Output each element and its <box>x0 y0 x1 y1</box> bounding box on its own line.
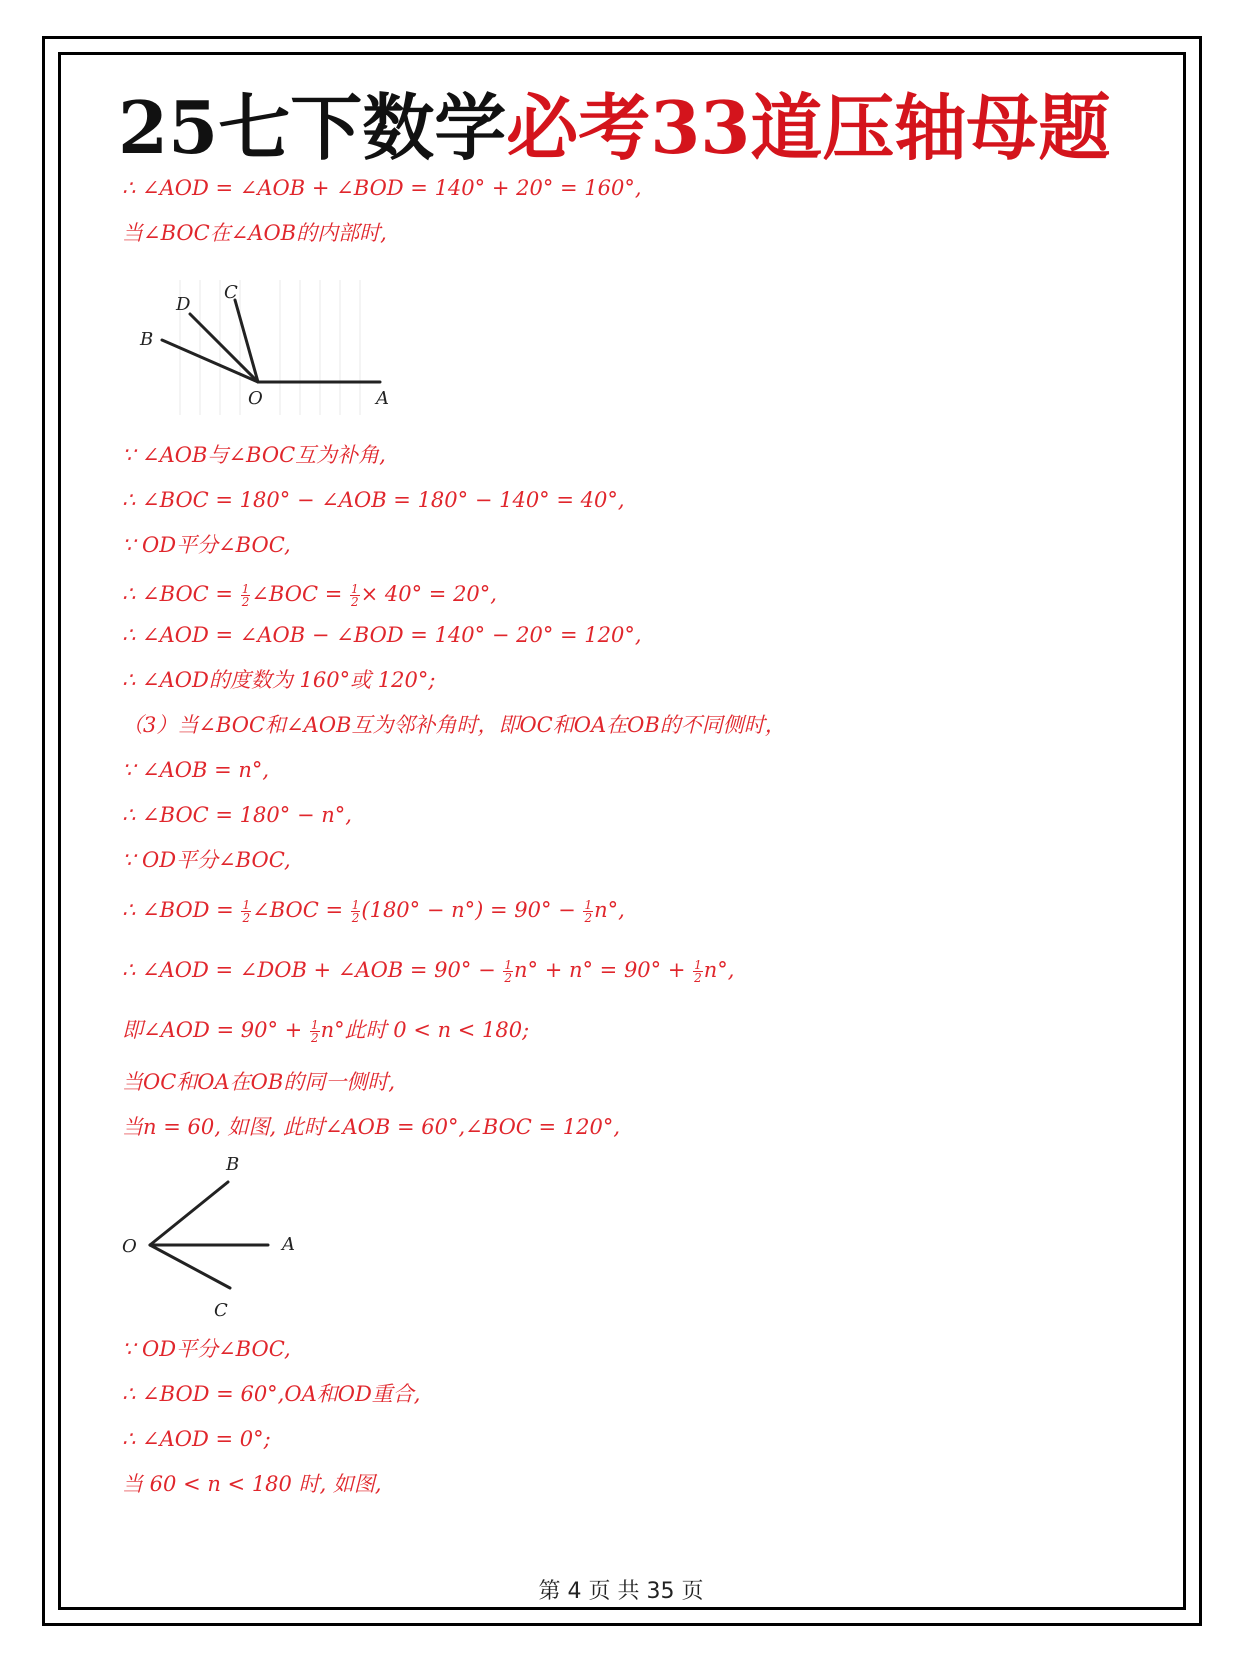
label-A: A <box>376 388 389 409</box>
solution-line: ∵ OD平分∠BOC, <box>122 1337 291 1361</box>
solution-line: ∵ ∠AOB = n°, <box>122 758 270 782</box>
solution-line: ∴ ∠AOD = ∠AOB + ∠BOD = 140° + 20° = 160°, <box>122 176 642 200</box>
label-B: B <box>226 1154 240 1175</box>
solution-line: ∵ OD平分∠BOC, <box>122 533 291 557</box>
solution-line: ∴ ∠BOC = 180° − n°, <box>122 803 352 827</box>
figure-angles-inside <box>120 270 410 420</box>
label-O: O <box>248 388 263 409</box>
solution-line: 当 60 < n < 180 时, 如图, <box>122 1472 382 1496</box>
solution-line: ∴ ∠AOD = ∠AOB − ∠BOD = 140° − 20° = 120°, <box>122 623 642 647</box>
label-A: A <box>282 1234 295 1255</box>
solution-line: ∴ ∠BOD = 60°,OA和OD重合, <box>122 1382 421 1406</box>
solution-line-fraction: ∴ ∠AOD = ∠DOB + ∠AOB = 90° − $\frac{1}{2}$ n° + n° = 90° + $\frac{1}{2}$ n°, <box>122 958 735 985</box>
solution-line: ∵ OD平分∠BOC, <box>122 848 291 872</box>
label-B: B <box>140 329 154 350</box>
solution-line: 当∠BOC在∠AOB的内部时, <box>122 221 387 245</box>
label-O: O <box>122 1236 137 1257</box>
solution-line: ∴ ∠BOC = 180° − ∠AOB = 180° − 140° = 40°, <box>122 488 625 512</box>
page-title <box>118 78 1148 178</box>
solution-line: 当OC和OA在OB的同一侧时, <box>122 1070 395 1094</box>
solution-line-fraction: 即∠AOD = 90° + $\frac{1}{2}$ n°此时 0 < n < 180; <box>122 1018 530 1045</box>
label-C: C <box>214 1300 228 1321</box>
solution-line-fraction: ∴ ∠BOD = $\frac{1}{2}$ ∠BOC = $\frac{1}{2}$ (180° − n°) = 90° − $\frac{1}{2}$ n°, <box>122 898 625 925</box>
label-D: D <box>176 294 191 315</box>
solution-line: 当n = 60, 如图, 此时∠AOB = 60°,∠BOC = 120°, <box>122 1115 621 1139</box>
figure-angles-same-side <box>118 1150 318 1325</box>
solution-line-fraction: ∴ ∠BOC = $\frac{1}{2}$ ∠BOC = $\frac{1}{2}$ × 40° = 20°, <box>122 582 497 609</box>
page-footer: 第 4 页 共 35 页 <box>538 1579 704 1604</box>
solution-line: ∵ ∠AOB与∠BOC互为补角, <box>122 443 386 467</box>
solution-line: （3）当∠BOC和∠AOB互为邻补角时，即OC和OA在OB的不同侧时， <box>122 713 786 737</box>
solution-line: ∴ ∠AOD的度数为 160°或 120°; <box>122 668 436 692</box>
title-red: 必考33道压轴母题 <box>506 85 1111 170</box>
title-black: 25七下数学 <box>118 85 507 170</box>
solution-line: ∴ ∠AOD = 0°; <box>122 1427 271 1451</box>
label-C: C <box>224 282 238 303</box>
